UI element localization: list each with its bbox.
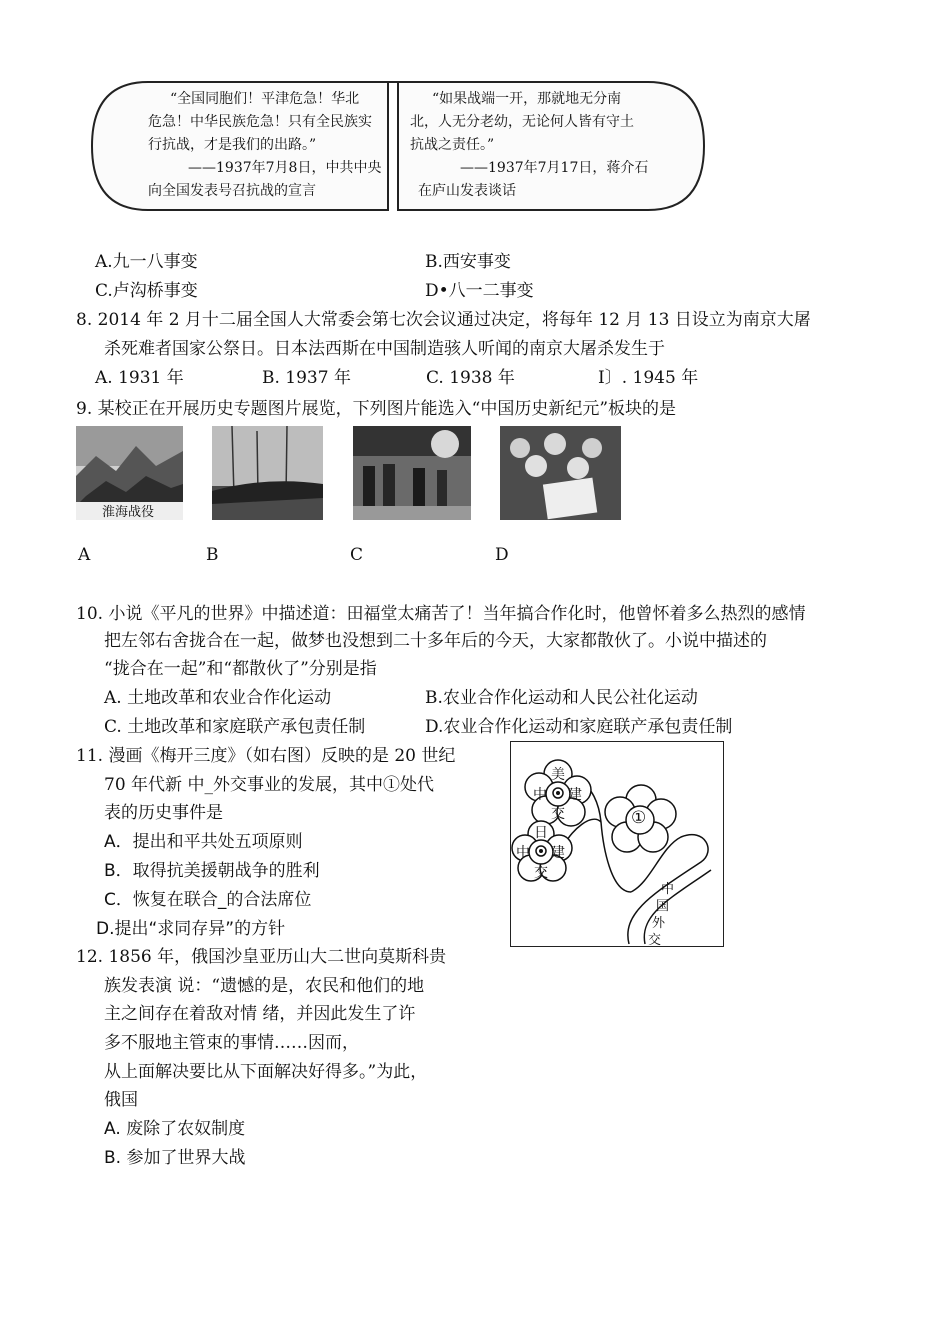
cartoon-top-char-3: 建 — [568, 787, 582, 803]
q11-stem-line2: 70 年代新 中_外交事业的发展，其中①处代 — [104, 775, 434, 795]
cartoon-bottom-char-3: 建 — [551, 845, 565, 861]
photo-a-caption: 淮海战役 — [102, 505, 155, 520]
q8-option-a: A. 1931 年 — [95, 368, 184, 388]
photo-b — [212, 426, 323, 520]
photo-d — [500, 426, 621, 520]
cartoon-top-char-4: 交 — [551, 806, 565, 822]
q8-option-d: I〕. 1945 年 — [598, 368, 699, 388]
cartoon-branch-char-4: 交 — [648, 933, 662, 948]
q10-option-a: A. 土地改革和农业合作化运动 — [104, 688, 332, 708]
quote-right-text: “如果战端一开，那就地无分南 北，人无分老幼，无论何人皆有守土 抗战之责任。” ——1937年7月17日，蒋介石 在庐山发表谈话 — [410, 91, 649, 199]
q10-option-b: B.农业合作化运动和人民公社化运动 — [425, 688, 698, 708]
cartoon-bottom-char-2: 中 — [516, 845, 530, 861]
photo-c — [353, 426, 471, 520]
cartoon-plum-blossoms — [510, 741, 724, 947]
q12-option-a: A. 废除了农奴制度 — [104, 1119, 246, 1139]
q10-stem-line1: 10. 小说《平凡的世界》中描述道：田福堂太痛苦了！当年搞合作化时，他曾怀着多么热烈的感情 — [76, 604, 806, 624]
photo-a — [76, 426, 183, 520]
q12-stem-line1: 12. 1856 年，俄国沙皇亚历山大二世向莫斯科贵 — [76, 947, 447, 967]
q9-label-a: A — [78, 545, 91, 565]
quote-image — [88, 78, 708, 214]
q10-option-d: D.农业合作化运动和家庭联产承包责任制 — [425, 717, 733, 737]
cartoon-branch-char-2: 国 — [656, 899, 670, 914]
cartoon-bottom-char-4: 交 — [534, 865, 548, 881]
q8-stem-line1: 8. 2014 年 2 月十二届全国人大常委会第七次会议通过决定，将每年 12 月 13 日设立为南京大屠 — [76, 310, 811, 330]
q12-stem-line3: 主之间存在着敌对情 绪，并因此发生了许 — [104, 1004, 416, 1024]
q8-option-c: C. 1938 年 — [426, 368, 515, 388]
cartoon-top-char-2: 中 — [533, 787, 547, 803]
q12-stem-line4: 多不服地主管束的事情……因而， — [104, 1033, 359, 1053]
q8-option-b: B. 1937 年 — [262, 368, 351, 388]
q7-option-d: D•八一二事变 — [425, 281, 534, 301]
q12-option-b: B. 参加了世界大战 — [104, 1148, 246, 1168]
cartoon-top-char-1: 美 — [551, 767, 565, 783]
q12-stem-line5: 从上面解决要比从下面解决好得多。”为此， — [104, 1062, 428, 1082]
cartoon-branch-char-3: 外 — [652, 916, 666, 931]
q10-stem-line2: 把左邻右舍拢合在一起，做梦也没想到二十多年后的今天，大家都散伙了。小说中描述的 — [104, 631, 767, 651]
q10-stem-line3: “拢合在一起”和“都散伙了”分别是指 — [104, 659, 377, 679]
cartoon-mid-marker: ① — [631, 808, 647, 828]
q12-stem-line2: 族发表演 说：“遗憾的是，农民和他们的地 — [104, 976, 425, 996]
cartoon-bottom-char-1: 日 — [534, 825, 548, 841]
q9-label-d: D — [495, 545, 509, 565]
q7-option-c: C.卢沟桥事变 — [95, 281, 198, 301]
q9-label-b: B — [206, 545, 219, 565]
q11-option-b: B．取得抗美援朝战争的胜利 — [104, 861, 320, 881]
q7-option-b: B.西安事变 — [425, 252, 511, 272]
q10-option-c: C. 土地改革和家庭联产承包责任制 — [104, 717, 366, 737]
q11-stem-line1: 11. 漫画《梅开三度》（如右图）反映的是 20 世纪 — [76, 746, 456, 766]
q11-option-d: D.提出“求同存异”的方针 — [96, 919, 286, 939]
q7-option-a: A.九一八事变 — [95, 252, 198, 272]
q11-option-a: A．提出和平共处五项原则 — [104, 832, 303, 852]
quote-left-text: “全国同胞们！平津危急！华北 危急！中华民族危急！只有全民族实 行抗战，才是我们的出路。” ——1937年7月8日，中共中央 向全国发表号召抗战的宣言 — [148, 91, 382, 199]
q11-option-c: C．恢复在联合_的合法席位 — [104, 890, 312, 910]
q11-stem-line3: 表的历史事件是 — [104, 803, 223, 823]
cartoon-branch-char-1: 中 — [661, 882, 675, 897]
q9-label-c: C — [350, 545, 364, 565]
q9-stem: 9. 某校正在开展历史专题图片展览，下列图片能选入“中国历史新纪元”板块的是 — [76, 399, 677, 419]
q8-stem-line2: 杀死难者国家公祭日。日本法西斯在中国制造骇人听闻的南京大屠杀发生于 — [104, 339, 665, 359]
q12-stem-line6: 俄国 — [104, 1090, 138, 1110]
